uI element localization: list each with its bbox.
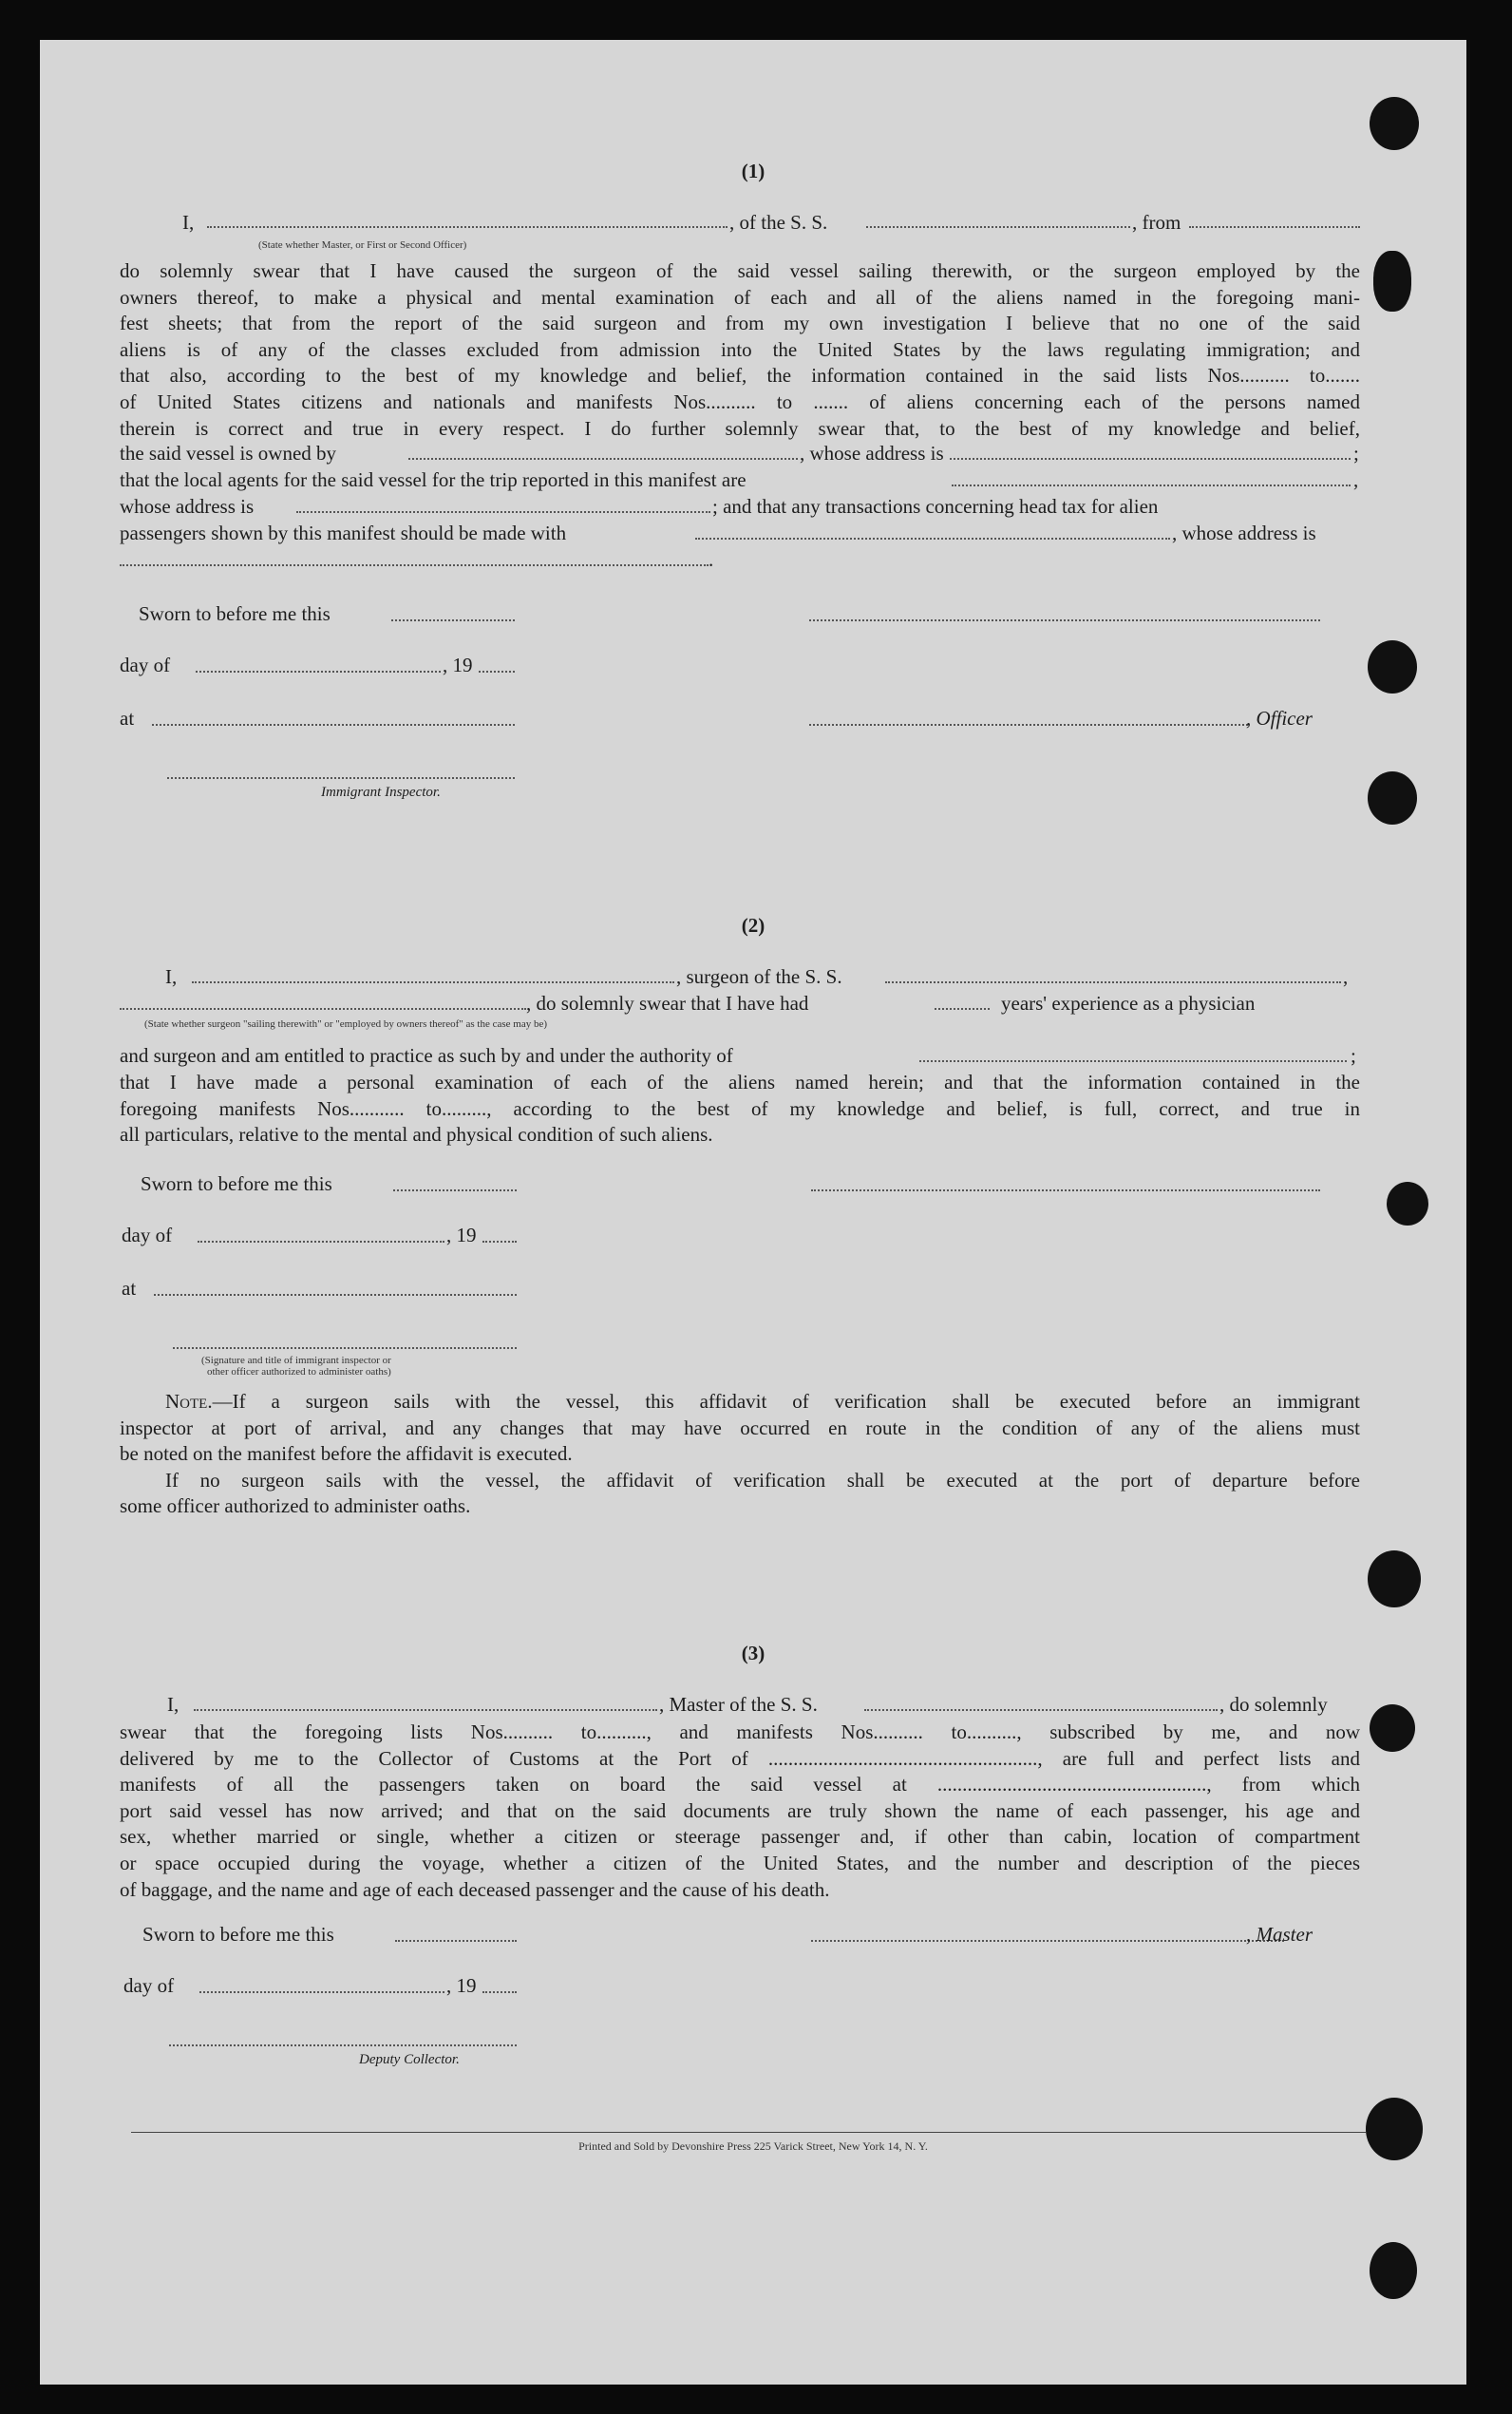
s3-collector-label: Deputy Collector. [359, 2052, 460, 2067]
s3-day-blank[interactable] [199, 1991, 444, 1993]
s1-at-blank[interactable] [152, 724, 515, 726]
s1-oath-line: do solemnly swear that I have caused the surgeon of the said vessel sailing therewith, or the surgeon employed by the [120, 259, 1360, 282]
s2-note-line: be noted on the manifest before the affidavit is executed. [120, 1442, 573, 1466]
s2-status-note: (State whether surgeon "sailing therewith" or "employed by owners thereof" as the case may be) [144, 1018, 548, 1030]
s2-sig-note-1: (Signature and title of immigrant inspector or [201, 1355, 391, 1366]
s2-sworn: Sworn to before me this [141, 1172, 332, 1195]
binder-hole [1366, 2098, 1423, 2160]
s3-ship-blank[interactable] [864, 1709, 1218, 1711]
s3-intro-i: I, [167, 1693, 180, 1716]
s1-officer-signature-line[interactable] [809, 619, 1320, 621]
s1-whose-address-3: , whose address is [1172, 522, 1316, 544]
s2-years-blank[interactable] [935, 1008, 990, 1010]
s2-at-blank[interactable] [154, 1294, 517, 1296]
s1-comma: , [1353, 468, 1359, 491]
s2-note2-line: some officer authorized to administer oaths. [120, 1494, 471, 1518]
s1-oath-line: of United States citizens and nationals and manifests Nos.......... to ....... of aliens concerning each of the persons named [120, 390, 1360, 413]
s2-note-line: inspector at port of arrival, and any changes that may have occurred en route in the condition of any of the aliens must [120, 1416, 1360, 1439]
s1-oath-line: aliens is of any of the classes excluded from admission into the United States by the laws regulating immigration; and [120, 337, 1360, 361]
binder-hole [1370, 97, 1419, 150]
s2-years: years' experience as a physician [1001, 992, 1256, 1015]
s2-inspector-signature-line[interactable] [173, 1347, 517, 1349]
s3-year: , 19 [446, 1974, 477, 1997]
s1-year: , 19 [443, 654, 473, 676]
section-1-heading: (1) [741, 160, 765, 182]
s1-agents: that the local agents for the said vessel for the trip reported in this manifest are [120, 468, 747, 491]
s3-master-signature-line[interactable] [811, 1940, 1284, 1942]
s3-body-line: swear that the foregoing lists Nos.......... to.........., and manifests Nos.......... to.........., subscribed by me, and now [120, 1720, 1360, 1743]
s1-headtax-address-blank[interactable] [120, 564, 709, 566]
s2-comma: , [1343, 965, 1349, 988]
s1-day-blank[interactable] [196, 671, 441, 673]
s1-agent-address-blank[interactable] [296, 511, 710, 513]
binder-hole [1370, 1704, 1415, 1752]
s1-oath-line: therein is correct and true in every respect. I do further solemnly swear that, to the best of my knowledge and belief, [120, 416, 1360, 440]
section-2-heading: (2) [741, 914, 765, 937]
s2-status-blank[interactable] [120, 1008, 526, 1010]
s1-passengers: passengers shown by this manifest should be made with [120, 522, 567, 544]
s3-body-line: port said vessel has now arrived; and that on the said documents are truly shown the name of each passenger, his age and [120, 1798, 1360, 1822]
s2-body-line: all particulars, relative to the mental and physical condition of such aliens. [120, 1123, 713, 1147]
s3-master-label: , Master [1246, 1923, 1313, 1946]
s1-ship-blank[interactable] [866, 226, 1130, 228]
s1-from-blank[interactable] [1189, 226, 1360, 228]
s2-surgeon-of-ss: , surgeon of the S. S. [676, 965, 842, 988]
s3-body-line: of baggage, and the name and age of each deceased passenger and the cause of his death. [120, 1877, 830, 1901]
s2-year: , 19 [446, 1224, 477, 1246]
s1-transactions: ; and that any transactions concerning head tax for alien [712, 495, 1159, 518]
s1-headtax-blank[interactable] [695, 538, 1170, 540]
s1-period: . [709, 548, 714, 571]
binder-hole [1368, 1550, 1421, 1607]
s1-at: at [120, 707, 135, 730]
s1-inspector-signature-line[interactable] [167, 777, 515, 779]
s3-solemnly: , do solemnly [1219, 1693, 1328, 1716]
s2-body [120, 1070, 1360, 1149]
s1-name-blank[interactable] [207, 226, 728, 228]
s1-officer-label: , Officer [1246, 707, 1313, 730]
section-3-heading: (3) [741, 1642, 765, 1664]
s1-intro-i: I, [182, 211, 195, 234]
s1-owner-address-blank[interactable] [950, 458, 1351, 460]
s1-from: , from [1132, 211, 1181, 234]
s3-collector-signature-line[interactable] [169, 2044, 517, 2046]
s2-note-line-1: Note.—If a surgeon sails with the vessel, this affidavit of verification shall be executed before an immigrant [165, 1390, 1360, 1413]
s3-sworn: Sworn to before me this [142, 1923, 334, 1946]
s2-note2-line: If no surgeon sails with the vessel, the affidavit of verification shall be executed at the port of departure before [165, 1468, 1360, 1492]
s2-surgeon-name-blank[interactable] [192, 981, 674, 983]
binder-hole [1387, 1182, 1428, 1226]
s2-authority-blank[interactable] [919, 1060, 1347, 1062]
s2-sig-note-2: other officer authorized to administer oaths) [207, 1366, 391, 1378]
s3-body-line: delivered by me to the Collector of Customs at the Port of ......................................................, are full and perfect lists and [120, 1746, 1360, 1770]
s1-oath-line: fest sheets; that from the report of the said surgeon and from my own investigation I believe that no one of the said [120, 312, 1360, 335]
s2-authority: and surgeon and am entitled to practice as such by and under the authority of [120, 1044, 733, 1067]
s2-day-blank[interactable] [198, 1241, 444, 1243]
s2-signature-line[interactable] [811, 1189, 1320, 1191]
form-page [40, 40, 1466, 2385]
s2-day-of: day of [122, 1224, 173, 1246]
s3-body-line: or space occupied during the voyage, whether a citizen of the United States, and the number and description of the pieces [120, 1851, 1360, 1874]
s1-whose-address: , whose address is [800, 442, 944, 465]
s1-whose-address-2: whose address is [120, 495, 255, 518]
s3-body [120, 1720, 1360, 1903]
s1-day-of: day of [120, 654, 171, 676]
s1-agents-blank[interactable] [952, 485, 1351, 486]
s1-oath-body [120, 258, 1360, 442]
s1-owner-blank[interactable] [408, 458, 798, 460]
s2-body-line: that I have made a personal examination of each of the aliens named herein; and that the information contained in the [120, 1071, 1360, 1093]
binder-hole [1373, 251, 1411, 312]
binder-hole [1370, 2242, 1417, 2299]
printer-footer: Printed and Sold by Devonshire Press 225 Varick Street, New York 14, N. Y. [578, 2139, 928, 2153]
s2-sworn-blank[interactable] [393, 1189, 517, 1191]
s1-oath-line: owners thereof, to make a physical and mental examination of each and all of the aliens named in the foregoing mani- [120, 285, 1360, 309]
s2-intro-i: I, [165, 965, 178, 988]
s1-sworn: Sworn to before me this [139, 602, 331, 625]
s1-year-blank[interactable] [479, 671, 515, 673]
s1-semicolon: ; [1353, 442, 1359, 465]
s2-swear: , do solemnly swear that I have had [526, 992, 809, 1015]
s2-semicolon: ; [1351, 1044, 1356, 1067]
s3-master-of-ss: , Master of the S. S. [659, 1693, 818, 1716]
s2-year-blank[interactable] [482, 1241, 517, 1243]
binder-hole [1368, 640, 1417, 694]
s3-body-line: sex, whether married or single, whether a citizen or steerage passenger and, if other than cabin, location of compartment [120, 1825, 1360, 1849]
s3-year-blank[interactable] [482, 1991, 517, 1993]
s2-at: at [122, 1277, 137, 1300]
s1-sworn-blank[interactable] [391, 619, 515, 621]
s2-body-line: foregoing manifests Nos........... to........., according to the best of my knowledge and belief, is full, correct, and true in [120, 1096, 1360, 1120]
footer-rule [131, 2132, 1366, 2133]
s1-owned-by: the said vessel is owned by [120, 442, 337, 465]
s3-sworn-blank[interactable] [395, 1940, 517, 1942]
s2-note [120, 1389, 1360, 1520]
s1-officer-line[interactable] [809, 724, 1248, 726]
s1-of-ss: , of the S. S. [729, 211, 828, 234]
s1-inspector-label: Immigrant Inspector. [321, 785, 441, 800]
s1-officer-note: (State whether Master, or First or Second Officer) [258, 239, 467, 251]
s2-note-label: Note. [165, 1390, 213, 1413]
s3-body-line: manifests of all the passengers taken on board the said vessel at ......................................................, from which [120, 1773, 1360, 1796]
s3-master-name-blank[interactable] [194, 1709, 657, 1711]
s1-oath-line: that also, according to the best of my knowledge and belief, the information contained in the said lists Nos.......... to....... [120, 364, 1360, 388]
binder-hole [1368, 771, 1417, 825]
s3-day-of: day of [123, 1974, 175, 1997]
s2-ship-blank[interactable] [885, 981, 1341, 983]
